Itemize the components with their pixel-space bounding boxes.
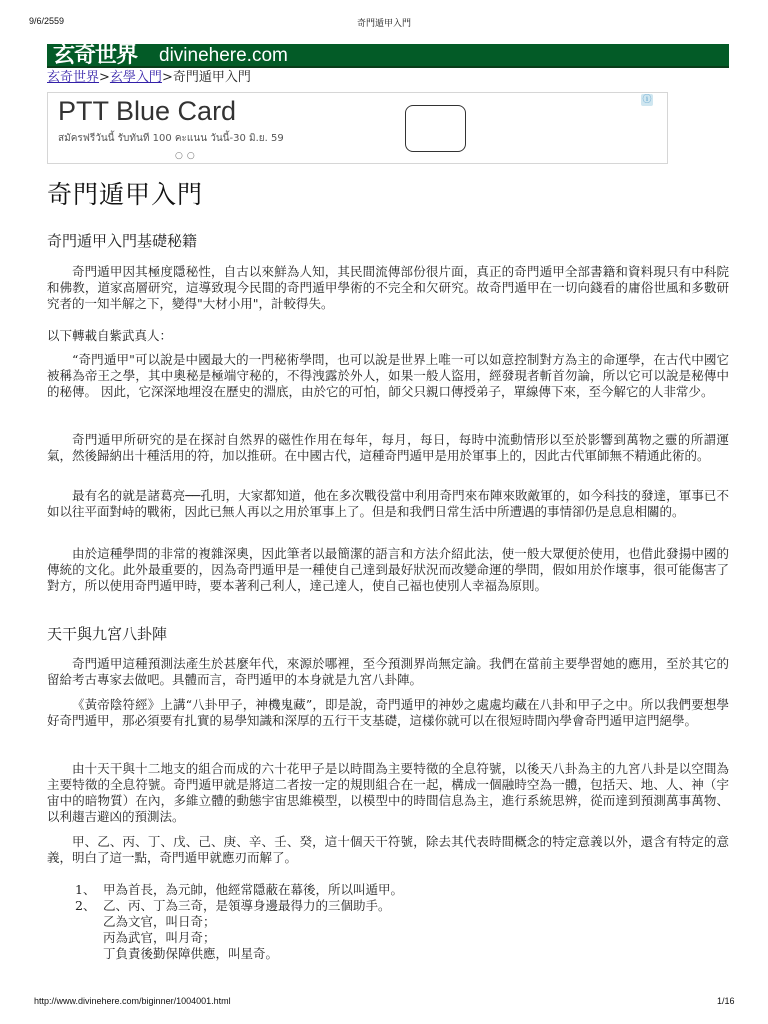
breadcrumb-separator: > bbox=[99, 70, 110, 85]
breadcrumb bbox=[47, 70, 251, 86]
paragraph: 由於這種學問的非常的複雜深奧，因此筆者以最簡潔的語言和方法介紹此法，使一般大眾便於使用，也借此發揚中國的傳統的文化。此外最重要的，因為奇門遁甲是一種使自己達到最好狀況而改變命運的學問，假如用於作壞事，很可能傷害了對方，所以使用奇門遁甲時，要本著利己利人，達己達人，使自己福也使別人幸福為原則。 bbox=[47, 546, 729, 593]
list-text: 乙、丙、丁為三奇，是領導身邊最得力的三個助手。 bbox=[103, 898, 391, 913]
paragraph: 由十天干與十二地支的組合而成的六十花甲子是以時間為主要特徵的全息符號，以後天八卦為主的九宮八卦是以空間為主要特徵的全息符號。奇門遁甲就是將這二者按一定的規則組合在一起，構成一個融時空為一體，包括天、地、人、神（宇宙中的暗物質）在內，多維立體的動態宇宙思維模型，以模型中的時間信息為主，進行系統思辨，從而達到預測萬事萬物、以利趨吉避凶的預測法。 bbox=[47, 761, 729, 824]
breadcrumb-current: 奇門遁甲入門 bbox=[172, 70, 251, 85]
page-url: http://www.divinehere.com/biginner/1004001.html bbox=[34, 996, 231, 1006]
breadcrumb-separator: > bbox=[161, 70, 173, 85]
paragraph: “奇門遁甲"可以說是中國最大的一門秘術學問，也可以說是世界上唯一可以如意控制對方為主的命運學，在古代中國它被稱為帝王之學，其中奧秘是極端守秘的，不得洩露於外人，如果一般人盜用，經發現者斬首勿論，所以它可以說是秘傳中的秘傳。 因此，它深深地埋沒在歷史的淵底，由於它的可怕，師父只親口傳授弟子，單線傳下來，至今解它的人非常少。 bbox=[47, 352, 729, 399]
list-text: 甲為首長，為元帥，他經常隱蔽在幕後，所以叫遁甲。 bbox=[103, 882, 404, 897]
breadcrumb-link-beginner[interactable]: 玄學入門 bbox=[109, 70, 162, 85]
breadcrumb-link-home[interactable]: 玄奇世界 bbox=[47, 70, 100, 85]
sub-item: 乙為文官，叫日奇； bbox=[103, 914, 216, 929]
list-number: 1、 bbox=[75, 882, 96, 897]
paragraph: 最有名的就是諸葛亮──孔明，大家都知道，他在多次戰役當中利用奇門來布陣來敗敵軍的，如今科技的發達，軍事已不如以往平面對峙的戰術，因此已無人再以之用於軍事上了。但是和我們日常生活中所遭遇的事情卻仍是息息相關的。 bbox=[47, 488, 729, 519]
ad-subtitle[interactable]: สมัครฟรีวันนี้ รับทันที 100 คะแนน วันนี้-30 มิ.ย. 59 bbox=[58, 133, 284, 144]
paragraph: 《黃帝陰符經》上講“八卦甲子，神機鬼藏”，即是說，奇門遁甲的神妙之處處均藏在八卦和甲子之中。所以我們要想學好奇門遁甲，那必須要有扎實的易學知識和深厚的五行干支基礎，這樣你就可以在很短時間內學會奇門遁甲這門絕學。 bbox=[47, 697, 729, 728]
page-number: 1/16 bbox=[717, 996, 735, 1006]
site-domain[interactable]: divinehere.com bbox=[159, 45, 288, 66]
ad-info-icon[interactable]: ⓘ bbox=[642, 95, 652, 105]
numbered-list bbox=[75, 882, 403, 962]
sub-item: 丙為武官，叫月奇； bbox=[103, 930, 216, 945]
paragraph: 甲、乙、丙、丁、戊、己、庚、辛、壬、癸，這十個天干符號，除去其代表時間概念的特定意義以外，還含有特定的意義，明白了這一點，奇門遁甲就應刃而解了。 bbox=[47, 834, 729, 865]
list-item bbox=[75, 898, 403, 914]
section-title-heavenly-stems: 天干與九宮八卦陣 bbox=[47, 625, 168, 643]
paragraph: 奇門遁甲這種預測法產生於甚麼年代，來源於哪裡，至今預測界尚無定論。我們在當前主要學習她的應用，至於其它的留給考古專家去做吧。具體而言，奇門遁甲的本身就是九宮八卦陣。 bbox=[47, 656, 729, 687]
ad-carousel-dots[interactable]: ○○ bbox=[175, 151, 199, 161]
card-image-icon[interactable] bbox=[405, 105, 466, 152]
paragraph: 奇門遁甲因其極度隱秘性，自古以來鮮為人知，其民間流傳部份很片面，真正的奇門遁甲全部書籍和資料現只有中科院和佛教，道家高層研究，這導致現今民間的奇門遁甲學術的不完全和欠研究。故奇門遁甲在一切向錢看的庸俗世風和多數研究者的一知半解之下，變得"大材小用"，計較得失。 bbox=[47, 264, 729, 311]
list-number: 2、 bbox=[75, 898, 96, 913]
paragraph: 奇門遁甲所研究的是在探討自然界的磁性作用在每年，每月，每日，每時中流動情形以至於影響到萬物之靈的所謂運氣，然後歸納出十種活用的符，加以推研。在中國古代，這種奇門遁甲是用於軍事上的，因此古代軍師無不精通此術的。 bbox=[47, 432, 729, 463]
print-date: 9/6/2559 bbox=[29, 16, 65, 26]
page-title: 奇門遁甲入門 bbox=[47, 180, 204, 209]
advertisement[interactable] bbox=[47, 92, 668, 164]
section-title-basics: 奇門遁甲入門基礎秘籍 bbox=[47, 232, 198, 250]
paragraph: 以下轉載自紫武真人： bbox=[47, 328, 173, 343]
print-header bbox=[0, 16, 768, 30]
sub-item: 丁負責後勤保障供應，叫星奇。 bbox=[103, 946, 279, 961]
site-logo[interactable]: 玄奇世界 bbox=[53, 43, 138, 68]
site-banner[interactable] bbox=[47, 44, 729, 68]
list-item bbox=[75, 882, 403, 898]
print-title: 奇門遁甲入門 bbox=[356, 19, 411, 29]
ad-title[interactable]: PTT Blue Card bbox=[58, 96, 237, 126]
